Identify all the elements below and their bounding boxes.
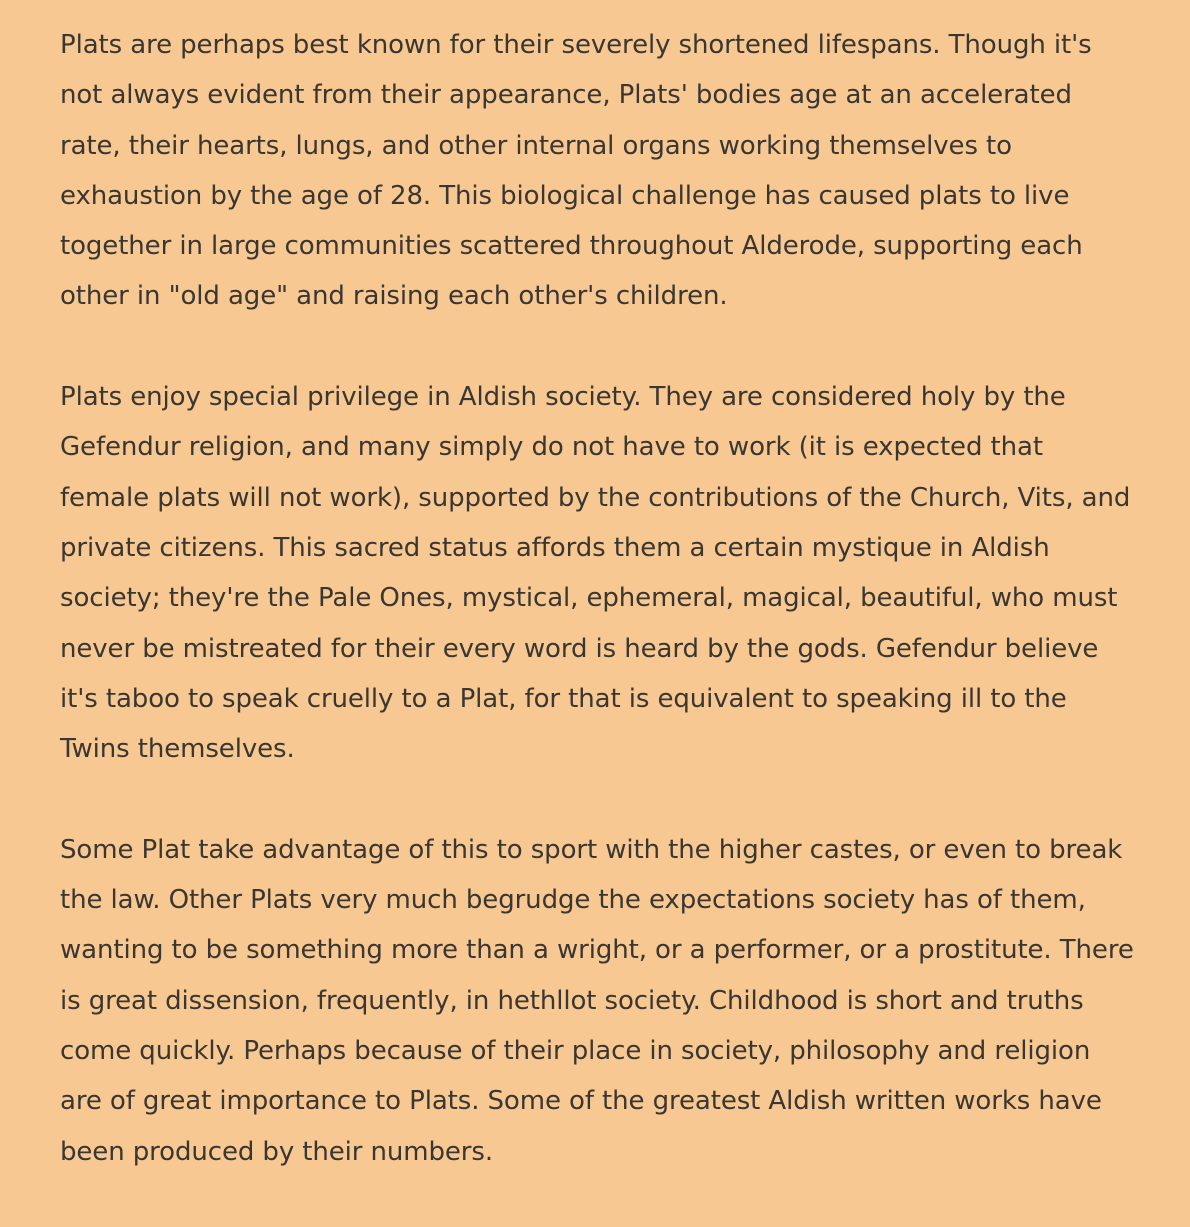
paragraph-lifespan: Plats are perhaps best known for their severely shortened lifespans. Though it's not always evident from their appearance, Plats' bodies age at an accelerated rate, their hearts, lungs, and other internal organs working themselves to exhaustion by the age of 28. This biological challenge has caused plats to live together in large communities scattered throughout Alderode, supporting each other in "old age" and raising each other's children.	[60, 30, 1092, 312]
paragraph-society: Some Plat take advantage of this to sport with the higher castes, or even to break the law. Other Plats very much begrudge the expectations society has of them, wanting to be something more than a wright, or a performer, or a prostitute. There is great dissension, frequently, in hethllot society. Childhood is short and truths come quickly. Perhaps because of their place in society, philosophy and religion are of great importance to Plats. Some of the greatest Aldish written works have been produced by their numbers.	[60, 834, 1134, 1167]
paragraph-privilege: Plats enjoy special privilege in Aldish society. They are considered holy by the Gefendur religion, and many simply do not have to work (it is expected that female plats will not work), supported by the contributions of the Church, Vits, and private citizens. This sacred status affords them a certain mystique in Aldish society; they're the Pale Ones, mystical, ephemeral, magical, beautiful, who must never be mistreated for their every word is heard by the gods. Gefendur believe it's taboo to speak cruelly to a Plat, for that is equivalent to speaking ill to the Twins themselves.	[60, 382, 1131, 765]
article-body	[60, 20, 1140, 1227]
